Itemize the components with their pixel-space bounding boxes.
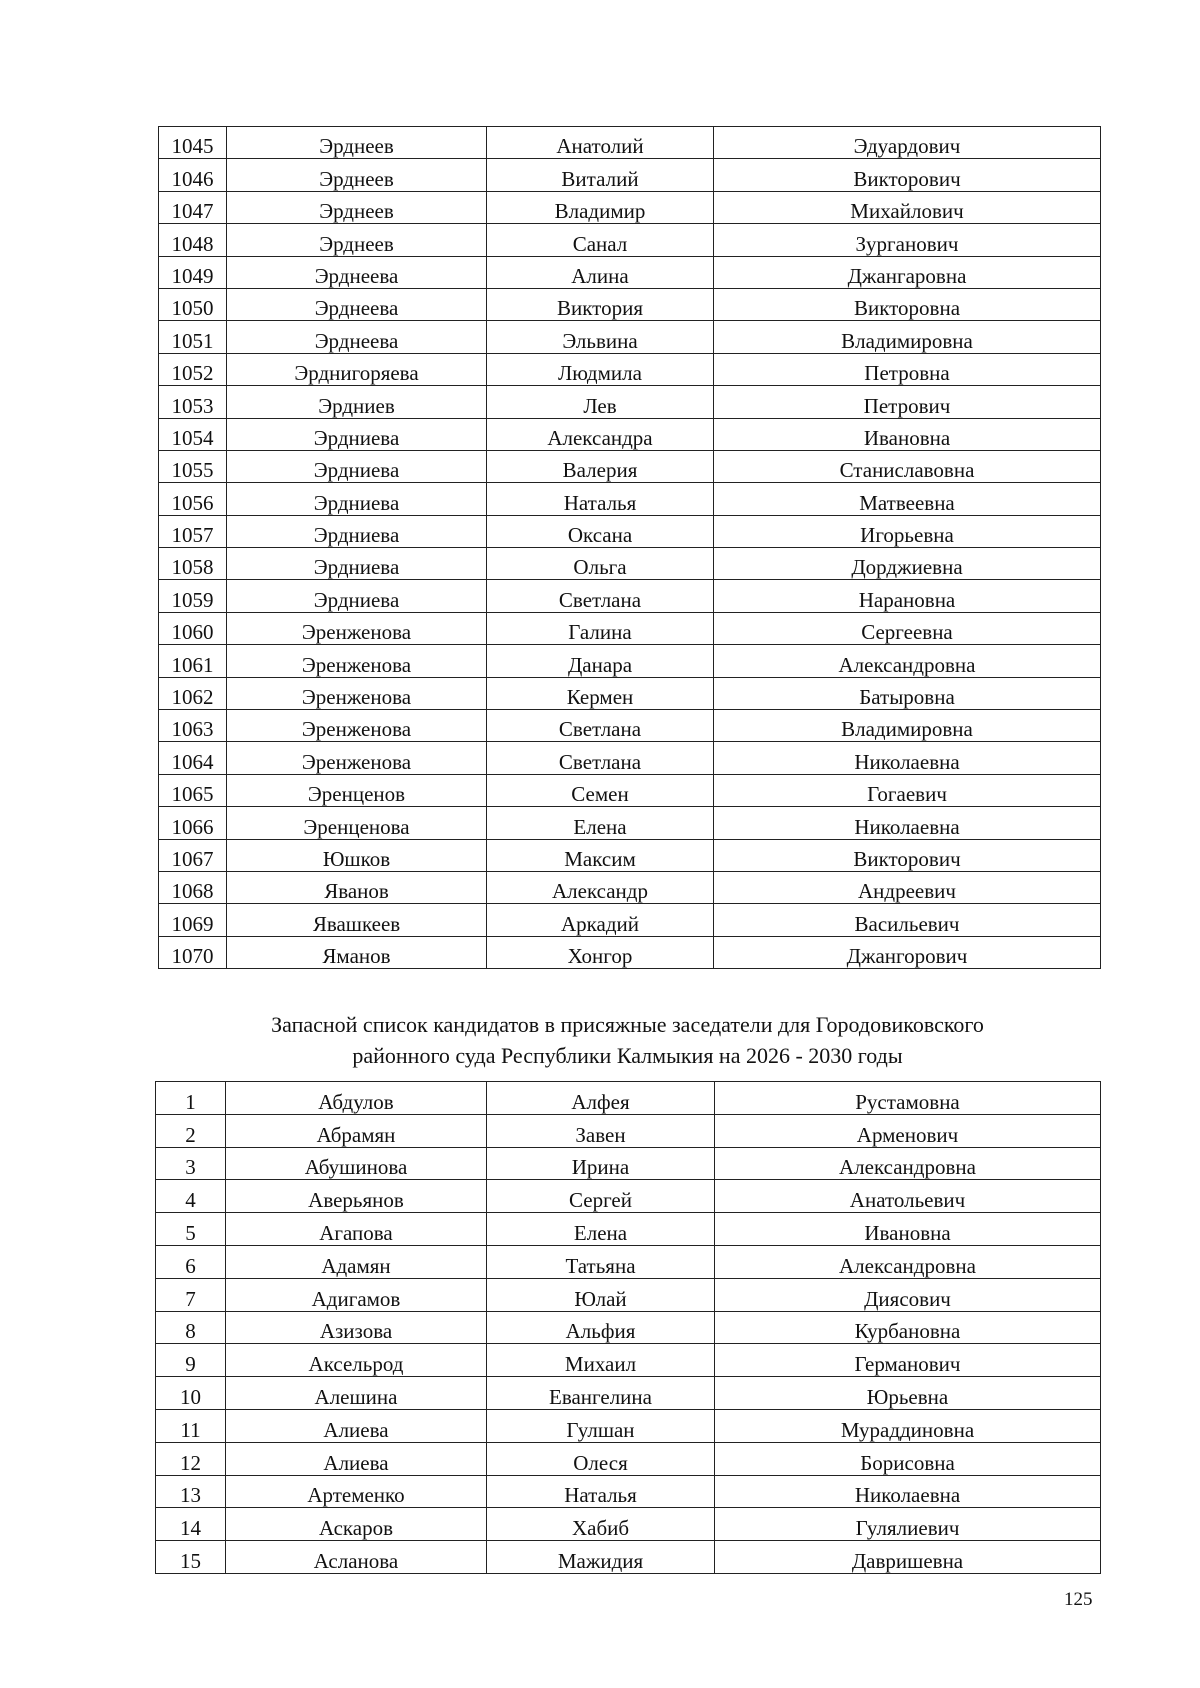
row-number-cell: 1063 [159, 710, 227, 742]
patronymic-cell: Владимировна [714, 321, 1101, 353]
table-row [156, 1541, 1101, 1574]
first-name-cell: Завен [487, 1114, 715, 1147]
surname-cell: Эрднеев [227, 159, 487, 191]
surname-cell: Яванов [227, 871, 487, 903]
table-row [159, 515, 1101, 547]
row-number-cell: 1052 [159, 353, 227, 385]
patronymic-cell: Гогаевич [714, 774, 1101, 806]
first-name-cell: Альфия [487, 1311, 715, 1344]
table-row [156, 1114, 1101, 1147]
patronymic-cell: Гулялиевич [715, 1508, 1101, 1541]
patronymic-cell: Петровна [714, 353, 1101, 385]
row-number-cell: 1066 [159, 807, 227, 839]
surname-cell: Артеменко [226, 1475, 487, 1508]
row-number-cell: 1059 [159, 580, 227, 612]
surname-cell: Эренженова [227, 710, 487, 742]
patronymic-cell: Батыровна [714, 677, 1101, 709]
patronymic-cell: Александровна [715, 1245, 1101, 1278]
surname-cell: Абдулов [226, 1082, 487, 1115]
reserve-candidates-table-body [156, 1082, 1101, 1574]
first-name-cell: Наталья [487, 483, 714, 515]
row-number-cell: 1067 [159, 839, 227, 871]
surname-cell: Азизова [226, 1311, 487, 1344]
surname-cell: Эрднеева [227, 321, 487, 353]
surname-cell: Абрамян [226, 1114, 487, 1147]
reserve-list-heading-line-1: Запасной список кандидатов в присяжные заседатели для Городовиковского [271, 1012, 984, 1037]
surname-cell: Эренженова [227, 677, 487, 709]
first-name-cell: Анатолий [487, 127, 714, 159]
table-row [159, 645, 1101, 677]
patronymic-cell: Станиславовна [714, 450, 1101, 482]
first-name-cell: Светлана [487, 580, 714, 612]
patronymic-cell: Эдуардович [714, 127, 1101, 159]
table-row [159, 839, 1101, 871]
row-number-cell: 1060 [159, 612, 227, 644]
table-row [159, 742, 1101, 774]
row-number-cell: 8 [156, 1311, 226, 1344]
row-number-cell: 1051 [159, 321, 227, 353]
row-number-cell: 1068 [159, 871, 227, 903]
patronymic-cell: Николаевна [715, 1475, 1101, 1508]
row-number-cell: 1057 [159, 515, 227, 547]
first-name-cell: Аркадий [487, 904, 714, 936]
table-row [159, 904, 1101, 936]
first-name-cell: Валерия [487, 450, 714, 482]
surname-cell: Эренценов [227, 774, 487, 806]
table-row [159, 191, 1101, 223]
surname-cell: Алиева [226, 1409, 487, 1442]
reserve-list-heading-line-2: районного суда Республики Калмыкия на 2026 - 2030 годы [352, 1043, 903, 1068]
row-number-cell: 14 [156, 1508, 226, 1541]
main-candidates-table [158, 126, 1101, 969]
patronymic-cell: Юрьевна [715, 1377, 1101, 1410]
table-row [156, 1409, 1101, 1442]
table-row [156, 1344, 1101, 1377]
row-number-cell: 4 [156, 1180, 226, 1213]
table-row [159, 418, 1101, 450]
row-number-cell: 1055 [159, 450, 227, 482]
row-number-cell: 1 [156, 1082, 226, 1115]
table-row [156, 1311, 1101, 1344]
first-name-cell: Людмила [487, 353, 714, 385]
surname-cell: Эрднеев [227, 127, 487, 159]
row-number-cell: 13 [156, 1475, 226, 1508]
patronymic-cell: Джангаровна [714, 256, 1101, 288]
first-name-cell: Мажидия [487, 1541, 715, 1574]
patronymic-cell: Викторович [714, 159, 1101, 191]
table-row [156, 1278, 1101, 1311]
surname-cell: Аверьянов [226, 1180, 487, 1213]
table-row [159, 353, 1101, 385]
first-name-cell: Сергей [487, 1180, 715, 1213]
surname-cell: Эренженова [227, 742, 487, 774]
table-row [156, 1082, 1101, 1115]
table-row [159, 321, 1101, 353]
table-row [156, 1377, 1101, 1410]
table-row [159, 548, 1101, 580]
table-row [156, 1442, 1101, 1475]
first-name-cell: Хабиб [487, 1508, 715, 1541]
row-number-cell: 9 [156, 1344, 226, 1377]
surname-cell: Эренженова [227, 612, 487, 644]
table-row [159, 386, 1101, 418]
surname-cell: Эрднеева [227, 288, 487, 320]
patronymic-cell: Давришевна [715, 1541, 1101, 1574]
row-number-cell: 12 [156, 1442, 226, 1475]
patronymic-cell: Джангорович [714, 936, 1101, 968]
patronymic-cell: Николаевна [714, 742, 1101, 774]
table-row [159, 483, 1101, 515]
patronymic-cell: Диясович [715, 1278, 1101, 1311]
row-number-cell: 7 [156, 1278, 226, 1311]
table-row [159, 127, 1101, 159]
row-number-cell: 10 [156, 1377, 226, 1410]
surname-cell: Эрдниева [227, 548, 487, 580]
table-row [156, 1213, 1101, 1246]
row-number-cell: 1053 [159, 386, 227, 418]
table-row [156, 1475, 1101, 1508]
first-name-cell: Евангелина [487, 1377, 715, 1410]
surname-cell: Эренженова [227, 645, 487, 677]
row-number-cell: 1047 [159, 191, 227, 223]
first-name-cell: Галина [487, 612, 714, 644]
first-name-cell: Данара [487, 645, 714, 677]
table-row [159, 580, 1101, 612]
main-candidates-table-body [159, 127, 1101, 969]
row-number-cell: 1064 [159, 742, 227, 774]
surname-cell: Эрднеева [227, 256, 487, 288]
first-name-cell: Елена [487, 807, 714, 839]
surname-cell: Адамян [226, 1245, 487, 1278]
first-name-cell: Алина [487, 256, 714, 288]
row-number-cell: 1050 [159, 288, 227, 320]
table-row [159, 159, 1101, 191]
surname-cell: Эрдниева [227, 418, 487, 450]
table-row [159, 807, 1101, 839]
row-number-cell: 1046 [159, 159, 227, 191]
first-name-cell: Лев [487, 386, 714, 418]
table-row [159, 710, 1101, 742]
surname-cell: Эренценова [227, 807, 487, 839]
row-number-cell: 1061 [159, 645, 227, 677]
first-name-cell: Хонгор [487, 936, 714, 968]
surname-cell: Юшков [227, 839, 487, 871]
table-row [159, 612, 1101, 644]
surname-cell: Эрдниева [227, 515, 487, 547]
table-row [159, 871, 1101, 903]
patronymic-cell: Игорьевна [714, 515, 1101, 547]
reserve-candidates-table [155, 1081, 1101, 1574]
first-name-cell: Михаил [487, 1344, 715, 1377]
patronymic-cell: Рустамовна [715, 1082, 1101, 1115]
patronymic-cell: Николаевна [714, 807, 1101, 839]
patronymic-cell: Дорджиевна [714, 548, 1101, 580]
first-name-cell: Оксана [487, 515, 714, 547]
surname-cell: Эрдниева [227, 580, 487, 612]
first-name-cell: Алфея [487, 1082, 715, 1115]
surname-cell: Аксельрод [226, 1344, 487, 1377]
patronymic-cell: Викторовна [714, 288, 1101, 320]
table-row [159, 936, 1101, 968]
surname-cell: Явашкеев [227, 904, 487, 936]
surname-cell: Алешина [226, 1377, 487, 1410]
first-name-cell: Наталья [487, 1475, 715, 1508]
surname-cell: Алиева [226, 1442, 487, 1475]
first-name-cell: Эльвина [487, 321, 714, 353]
table-row [156, 1245, 1101, 1278]
patronymic-cell: Ивановна [715, 1213, 1101, 1246]
patronymic-cell: Курбановна [715, 1311, 1101, 1344]
table-row [159, 677, 1101, 709]
surname-cell: Эрднигоряева [227, 353, 487, 385]
row-number-cell: 1045 [159, 127, 227, 159]
row-number-cell: 1069 [159, 904, 227, 936]
patronymic-cell: Мураддиновна [715, 1409, 1101, 1442]
row-number-cell: 2 [156, 1114, 226, 1147]
surname-cell: Эрдниева [227, 450, 487, 482]
patronymic-cell: Петрович [714, 386, 1101, 418]
patronymic-cell: Анатольевич [715, 1180, 1101, 1213]
table-row [156, 1180, 1101, 1213]
patronymic-cell: Викторович [714, 839, 1101, 871]
row-number-cell: 6 [156, 1245, 226, 1278]
patronymic-cell: Васильевич [714, 904, 1101, 936]
first-name-cell: Максим [487, 839, 714, 871]
first-name-cell: Елена [487, 1213, 715, 1246]
patronymic-cell: Андреевич [714, 871, 1101, 903]
first-name-cell: Гулшан [487, 1409, 715, 1442]
patronymic-cell: Матвеевна [714, 483, 1101, 515]
row-number-cell: 1056 [159, 483, 227, 515]
patronymic-cell: Александровна [714, 645, 1101, 677]
surname-cell: Абушинова [226, 1147, 487, 1180]
row-number-cell: 1062 [159, 677, 227, 709]
page-number: 125 [1064, 1589, 1093, 1610]
row-number-cell: 1065 [159, 774, 227, 806]
first-name-cell: Александра [487, 418, 714, 450]
surname-cell: Яманов [227, 936, 487, 968]
patronymic-cell: Нарановна [714, 580, 1101, 612]
first-name-cell: Виталий [487, 159, 714, 191]
patronymic-cell: Арменович [715, 1114, 1101, 1147]
first-name-cell: Татьяна [487, 1245, 715, 1278]
table-row [159, 774, 1101, 806]
table-row [156, 1508, 1101, 1541]
first-name-cell: Ольга [487, 548, 714, 580]
patronymic-cell: Сергеевна [714, 612, 1101, 644]
row-number-cell: 1048 [159, 224, 227, 256]
table-row [159, 288, 1101, 320]
patronymic-cell: Ивановна [714, 418, 1101, 450]
first-name-cell: Санал [487, 224, 714, 256]
row-number-cell: 1054 [159, 418, 227, 450]
row-number-cell: 1058 [159, 548, 227, 580]
table-row [159, 450, 1101, 482]
patronymic-cell: Михайлович [714, 191, 1101, 223]
first-name-cell: Владимир [487, 191, 714, 223]
surname-cell: Эрднеев [227, 224, 487, 256]
first-name-cell: Олеся [487, 1442, 715, 1475]
row-number-cell: 15 [156, 1541, 226, 1574]
surname-cell: Агапова [226, 1213, 487, 1246]
row-number-cell: 11 [156, 1409, 226, 1442]
first-name-cell: Светлана [487, 742, 714, 774]
surname-cell: Адигамов [226, 1278, 487, 1311]
first-name-cell: Кермен [487, 677, 714, 709]
patronymic-cell: Владимировна [714, 710, 1101, 742]
row-number-cell: 3 [156, 1147, 226, 1180]
first-name-cell: Юлай [487, 1278, 715, 1311]
surname-cell: Эрдниева [227, 483, 487, 515]
first-name-cell: Светлана [487, 710, 714, 742]
surname-cell: Эрднеев [227, 191, 487, 223]
patronymic-cell: Германович [715, 1344, 1101, 1377]
surname-cell: Аскаров [226, 1508, 487, 1541]
surname-cell: Эрдниев [227, 386, 487, 418]
first-name-cell: Александр [487, 871, 714, 903]
patronymic-cell: Александровна [715, 1147, 1101, 1180]
row-number-cell: 1070 [159, 936, 227, 968]
table-row [159, 256, 1101, 288]
surname-cell: Асланова [226, 1541, 487, 1574]
patronymic-cell: Зурганович [714, 224, 1101, 256]
row-number-cell: 1049 [159, 256, 227, 288]
table-row [159, 224, 1101, 256]
first-name-cell: Ирина [487, 1147, 715, 1180]
table-row [156, 1147, 1101, 1180]
first-name-cell: Виктория [487, 288, 714, 320]
patronymic-cell: Борисовна [715, 1442, 1101, 1475]
row-number-cell: 5 [156, 1213, 226, 1246]
first-name-cell: Семен [487, 774, 714, 806]
